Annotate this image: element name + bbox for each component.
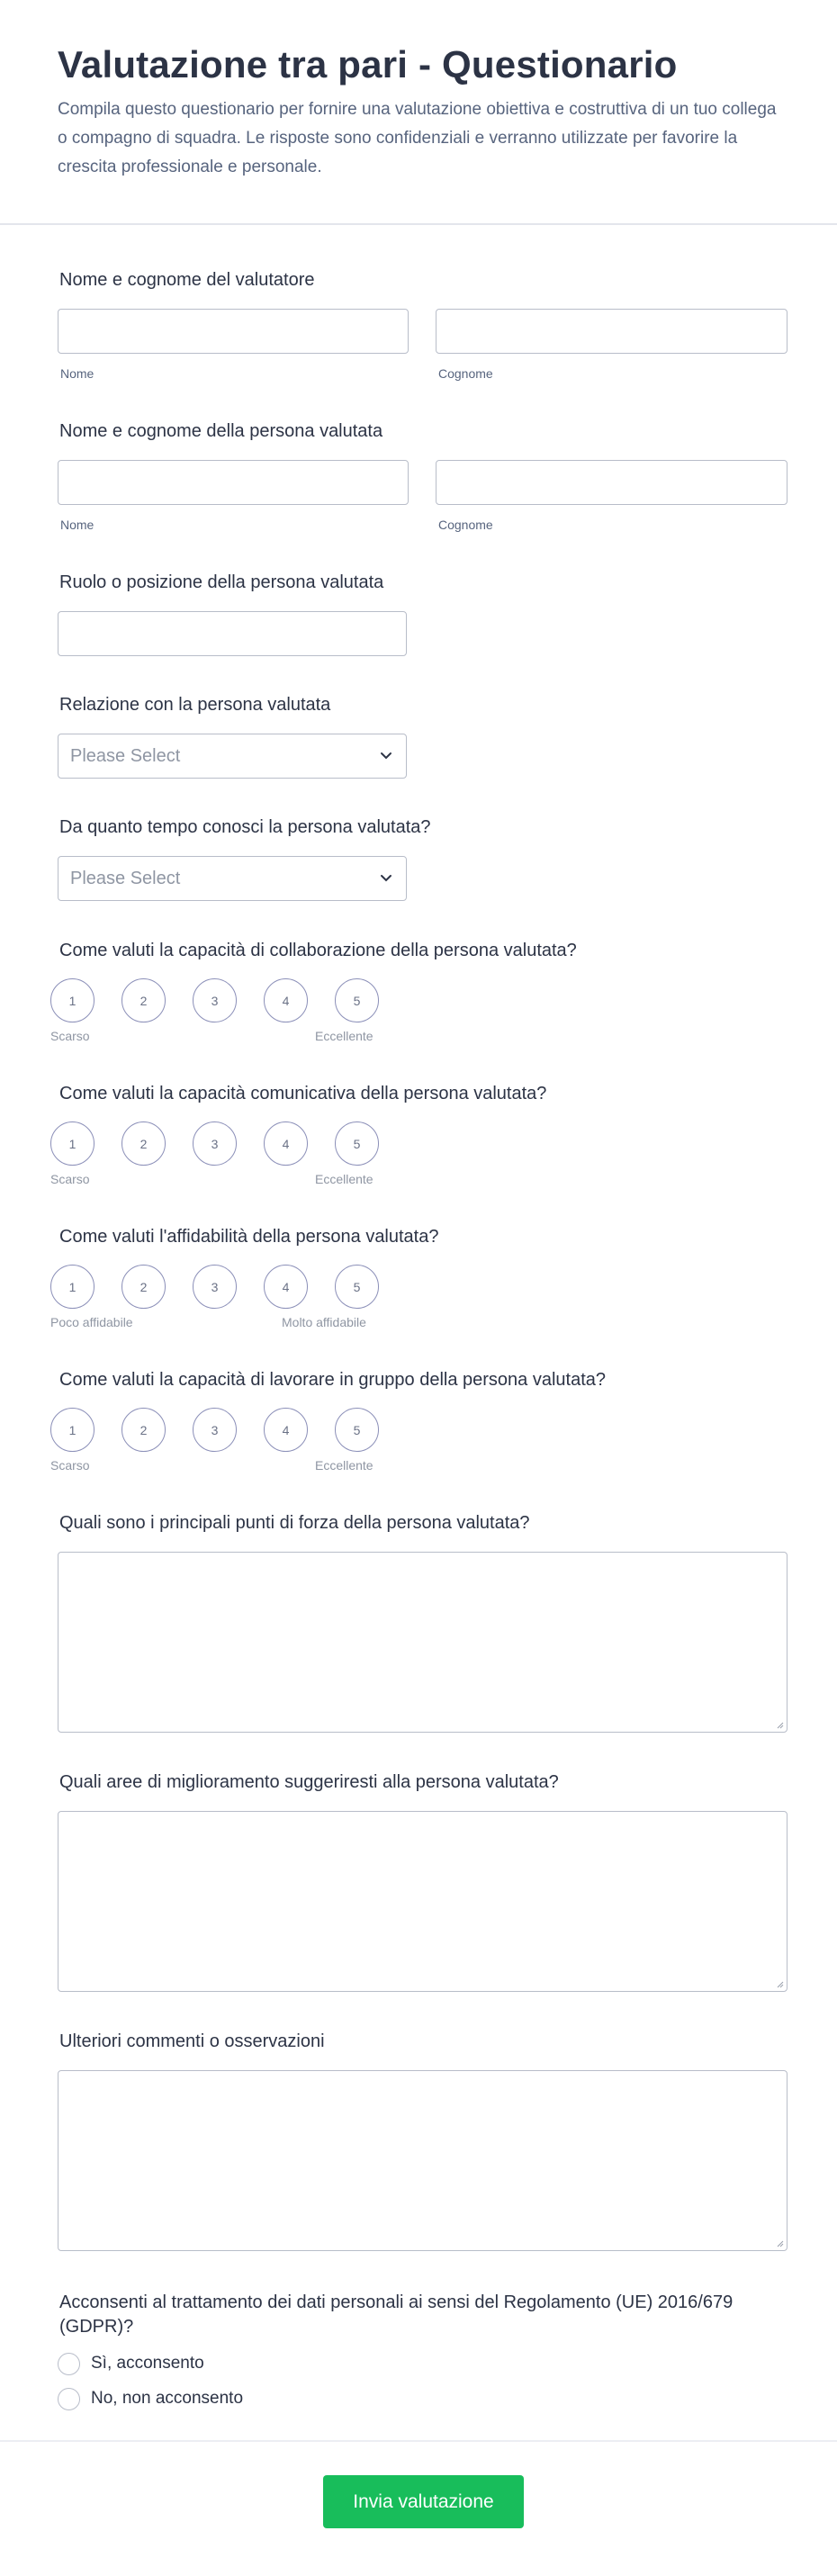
duration-select[interactable] (58, 856, 407, 901)
rating-option-5[interactable]: 5 (335, 1265, 379, 1309)
evaluator-last-name-sublabel: Cognome (438, 366, 493, 381)
consent-yes-label[interactable]: Sì, acconsento (91, 2354, 204, 2373)
duration-label: Da quanto tempo conosci la persona valutata? (59, 817, 431, 837)
rating-question-teamwork: Come valuti la capacità di lavorare in gruppo della persona valutata? (59, 1370, 607, 1390)
chevron-down-icon (379, 751, 393, 761)
rating-question-communication: Come valuti la capacità comunicativa della persona valutata? (59, 1084, 547, 1103)
rating-option-3[interactable]: 3 (193, 1408, 237, 1452)
rating-low-caption: Scarso (50, 1172, 90, 1186)
rating-low-caption: Poco affidabile (50, 1315, 133, 1329)
footer-divider (0, 2440, 837, 2442)
rating-high-caption: Eccellente (315, 1172, 374, 1186)
strengths-label: Quali sono i principali punti di forza della persona valutata? (59, 1513, 530, 1533)
evaluator-first-name-sublabel: Nome (60, 366, 94, 381)
form-header (0, 0, 837, 225)
rating-option-1[interactable]: 1 (50, 1408, 94, 1452)
submit-button[interactable]: Invia valutazione (323, 2475, 524, 2528)
rating-high-caption: Eccellente (315, 1029, 374, 1043)
resize-handle-icon[interactable] (775, 1720, 784, 1729)
rating-option-3[interactable]: 3 (193, 978, 237, 1022)
relation-label: Relazione con la persona valutata (59, 695, 331, 715)
evaluated-name-label: Nome e cognome della persona valutata (59, 421, 383, 441)
comments-label: Ulteriori commenti o osservazioni (59, 2031, 325, 2051)
duration-select-value: Please Select (70, 869, 181, 888)
rating-option-1[interactable]: 1 (50, 1265, 94, 1309)
resize-handle-icon[interactable] (775, 2238, 784, 2247)
rating-low-caption: Scarso (50, 1029, 90, 1043)
evaluator-name-label: Nome e cognome del valutatore (59, 270, 315, 290)
consent-label: Acconsenti al trattamento dei dati personali ai sensi del Regolamento (UE) 2016/679 (GDPR)? (59, 2292, 734, 2337)
improvement-textarea[interactable] (58, 1811, 788, 1992)
rating-option-4[interactable]: 4 (264, 1121, 308, 1166)
rating-high-caption: Molto affidabile (282, 1315, 366, 1329)
page-title: Valutazione tra pari - Questionario (58, 43, 678, 86)
rating-option-3[interactable]: 3 (193, 1265, 237, 1309)
role-input[interactable] (58, 611, 407, 656)
evaluated-last-name-input[interactable] (436, 460, 788, 505)
comments-textarea[interactable] (58, 2070, 788, 2251)
evaluator-last-name-input[interactable] (436, 309, 788, 354)
rating-option-1[interactable]: 1 (50, 1121, 94, 1166)
rating-question-reliability: Come valuti l'affidabilità della persona valutata? (59, 1227, 439, 1247)
strengths-textarea[interactable] (58, 1552, 788, 1733)
chevron-down-icon (379, 873, 393, 884)
resize-handle-icon[interactable] (775, 1979, 784, 1988)
evaluated-first-name-sublabel: Nome (60, 518, 94, 532)
consent-no-label[interactable]: No, non acconsento (91, 2389, 244, 2408)
role-label: Ruolo o posizione della persona valutata (59, 572, 384, 592)
rating-option-4[interactable]: 4 (264, 978, 308, 1022)
form-description: Compila questo questionario per fornire una valutazione obiettiva e costruttiva di un tuo collega o compagno di squadra. Le risposte sono confidenziali e verranno utilizzate per favorire la crescita professionale e personale. (58, 100, 777, 176)
rating-option-2[interactable]: 2 (122, 1408, 166, 1452)
rating-option-4[interactable]: 4 (264, 1265, 308, 1309)
evaluator-first-name-input[interactable] (58, 309, 409, 354)
evaluated-first-name-input[interactable] (58, 460, 409, 505)
rating-option-4[interactable]: 4 (264, 1408, 308, 1452)
rating-option-2[interactable]: 2 (122, 978, 166, 1022)
relation-select-value: Please Select (70, 746, 181, 766)
rating-option-2[interactable]: 2 (122, 1121, 166, 1166)
rating-option-3[interactable]: 3 (193, 1121, 237, 1166)
consent-no-radio[interactable] (58, 2388, 80, 2410)
rating-option-5[interactable]: 5 (335, 1121, 379, 1166)
rating-option-5[interactable]: 5 (335, 1408, 379, 1452)
rating-option-1[interactable]: 1 (50, 978, 94, 1022)
rating-low-caption: Scarso (50, 1458, 90, 1473)
improvement-label: Quali aree di miglioramento suggeriresti alla persona valutata? (59, 1772, 559, 1792)
rating-question-collaboration: Come valuti la capacità di collaborazione della persona valutata? (59, 941, 577, 960)
consent-yes-radio[interactable] (58, 2353, 80, 2375)
rating-option-2[interactable]: 2 (122, 1265, 166, 1309)
rating-high-caption: Eccellente (315, 1458, 374, 1473)
relation-select[interactable] (58, 734, 407, 779)
evaluated-last-name-sublabel: Cognome (438, 518, 493, 532)
rating-option-5[interactable]: 5 (335, 978, 379, 1022)
